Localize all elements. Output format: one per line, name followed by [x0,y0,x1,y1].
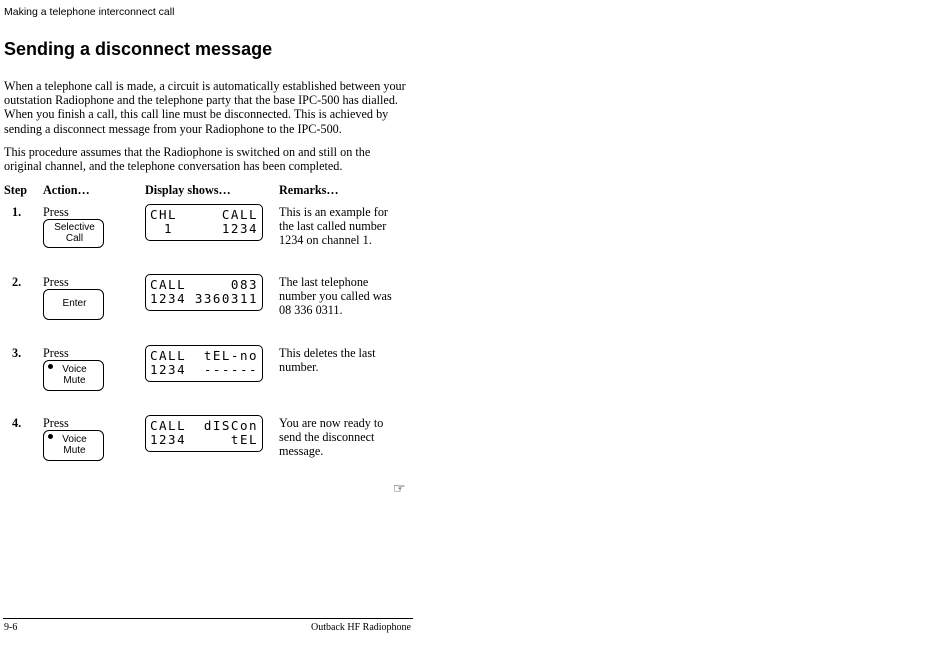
step-row [0,346,420,406]
key-label: Selective Call [54,222,95,244]
lcd-text: tEL [230,432,258,447]
step-remark: The last telephone number you called was 08 336 0311. [279,275,392,317]
footer-product-name: Outback HF Radiophone [311,622,411,633]
lcd-text: 1234 [221,221,258,236]
intro-paragraph: When a telephone call is made, a circuit is automatically established between your outstation Radiophone and the telephone party that the base IPC-500 has dialled. When you finish a call, this call line must be disconnected. This is achieved by sending a disconnect message from your Radiophone to the IPC-500. [4,79,406,136]
assumption-paragraph: This procedure assumes that the Radiophone is switched on and still on the original channel, and the telephone conversation has been completed. [4,145,371,174]
step-number: 4. [12,416,22,430]
key-label: Voice Mute [62,364,87,386]
voice-mute-key [43,430,104,461]
enter-key [43,289,104,320]
lcd-display [145,274,263,311]
lcd-text: CALL [221,207,258,222]
step-remark: This deletes the last number. [279,346,376,374]
pointing-hand-icon: ☞ [393,481,406,497]
column-header-step: Step [4,183,28,197]
page-title: Sending a disconnect message [4,39,273,59]
lcd-text: 1 [164,221,174,236]
lcd-text: 1234 [150,362,187,377]
selective-call-key [43,219,104,248]
press-label: Press [43,346,69,360]
column-header-remarks: Remarks… [279,183,339,197]
column-header-action: Action… [43,183,90,197]
press-label: Press [43,416,69,430]
lcd-text: 083 [230,277,258,292]
step-number: 3. [12,346,22,360]
lcd-text: CALL [150,348,187,363]
lcd-text: CALL [150,418,187,433]
indicator-dot-icon [48,364,53,369]
key-label: Voice Mute [62,434,87,456]
lcd-display [145,345,263,382]
lcd-text: 1234 [150,291,187,306]
press-label: Press [43,275,69,289]
lcd-text: CHL [150,207,178,222]
lcd-text: 1234 [150,432,187,447]
column-header-display: Display shows… [145,183,231,197]
key-label: Enter [62,298,87,310]
page-number: 9-6 [4,622,18,633]
lcd-display [145,415,263,452]
step-row [0,416,420,476]
lcd-text: dISCon [203,418,258,433]
step-remark: This is an example for the last called number 1234 on channel 1. [279,205,388,247]
lcd-text: ------ [203,362,258,377]
lcd-text: CALL [150,277,187,292]
press-label: Press [43,205,69,219]
step-number: 2. [12,275,22,289]
lcd-display [145,204,263,241]
step-row [0,275,420,335]
step-row [0,205,420,265]
footer-rule [3,618,413,619]
running-header: Making a telephone interconnect call [4,6,175,18]
step-number: 1. [12,205,22,219]
step-remark: You are now ready to send the disconnect message. [279,416,384,458]
lcd-text: 3360311 [194,291,258,306]
indicator-dot-icon [48,434,53,439]
voice-mute-key [43,360,104,391]
lcd-text: tEL-no [203,348,258,363]
